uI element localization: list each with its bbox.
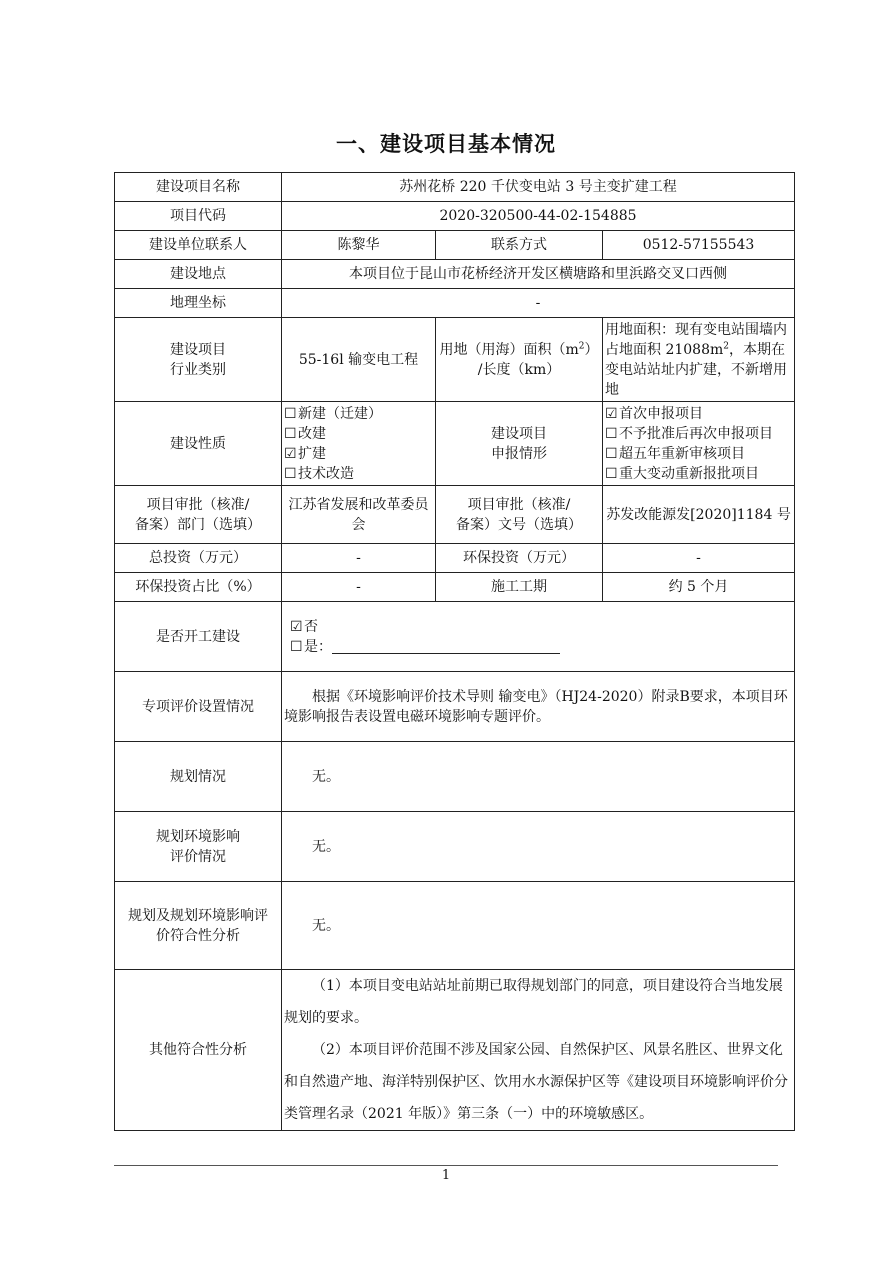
row-contact: [115, 231, 795, 260]
contact-phone: 0512-57155543: [603, 231, 795, 260]
checkbox-icon: ☐: [290, 638, 303, 655]
approval-doc-label-line2: 备案）文号（选填）: [456, 516, 582, 533]
approval-doc-label: [436, 486, 603, 544]
page-number: 1: [441, 1168, 451, 1183]
approval-dept-label: [115, 486, 282, 544]
started-yes-text: 是：: [304, 638, 332, 655]
period-label: 施工工期: [436, 573, 603, 602]
env-investment-label: 环保投资（万元）: [436, 544, 603, 573]
page-title: 一、建设项目基本情况: [336, 132, 556, 156]
approval-dept-value: 江苏省发展和改革委员会: [282, 486, 436, 544]
industry-value: 55-16l 输变电工程: [282, 318, 436, 402]
investment-label: 总投资（万元）: [115, 544, 282, 573]
blank-underline: [332, 638, 560, 654]
contact-method-label: 联系方式: [436, 231, 603, 260]
row-nature: [115, 402, 795, 486]
row-coordinates: [115, 289, 795, 318]
checkbox-icon: ☐: [605, 425, 618, 442]
contact-value: 陈黎华: [282, 231, 436, 260]
area-label-line2: /长度（km）: [477, 361, 561, 378]
area-label: [436, 318, 603, 402]
started-label: 是否开工建设: [115, 602, 282, 672]
planning-eia-label-line1: 规划环境影响: [156, 828, 240, 845]
row-planning: [115, 742, 795, 812]
report-option-text: 重大变动重新报批项目: [619, 465, 759, 482]
checkbox-checked-icon: ☑: [605, 405, 618, 422]
nature-option-text: 改建: [298, 425, 326, 442]
planning-conformity-label-line1: 规划及规划环境影响评: [128, 907, 268, 924]
row-approval: [115, 486, 795, 544]
row-industry: [115, 318, 795, 402]
area-label-sup: 2: [578, 340, 585, 351]
row-other-conformity: [115, 970, 795, 1131]
planning-eia-label: [115, 812, 282, 882]
project-info-table: [114, 172, 795, 1131]
report-label-line1: 建设项目: [491, 425, 547, 442]
nature-label: 建设性质: [115, 402, 282, 486]
industry-label-line2: 行业类别: [170, 361, 226, 378]
coordinates-label: 地理坐标: [115, 289, 282, 318]
ratio-label: 环保投资占比（%）: [115, 573, 282, 602]
other-conformity-paragraph: （1）本项目变电站站址前期已取得规划部门的同意，项目建设符合当地发展规划的要求。: [284, 978, 783, 1026]
planning-label: 规划情况: [115, 742, 282, 812]
nature-option: [284, 464, 433, 484]
area-label-end: ）: [584, 341, 599, 358]
row-planning-conformity: [115, 882, 795, 970]
area-value-part2: ，本期在变电站站址内扩建，不新增用地: [605, 341, 787, 398]
nature-option: [284, 424, 433, 444]
planning-conformity-value: 无。: [282, 882, 795, 970]
area-label-line1: 用地（用海）面积（m: [439, 341, 579, 358]
nature-option-text: 新建（迁建）: [298, 405, 382, 422]
report-options: [603, 402, 795, 486]
planning-eia-value: 无。: [282, 812, 795, 882]
report-label: [436, 402, 603, 486]
nature-option: [284, 404, 433, 424]
report-option-text: 超五年重新审核项目: [619, 445, 745, 462]
nature-option-text: 技术改造: [298, 465, 354, 482]
checkbox-icon: ☐: [284, 405, 297, 422]
row-ratio: [115, 573, 795, 602]
started-option-no: [290, 617, 792, 637]
row-special: [115, 672, 795, 742]
row-project-code: [115, 202, 795, 231]
other-conformity-value: [282, 970, 795, 1131]
approval-dept-label-line1: 项目审批（核准/: [146, 496, 250, 513]
period-value: 约 5 个月: [603, 573, 795, 602]
report-option: [605, 444, 792, 464]
planning-conformity-label: [115, 882, 282, 970]
industry-label: [115, 318, 282, 402]
report-option-text: 不予批准后再次申报项目: [619, 425, 773, 442]
approval-dept-label-line2: 备案）部门（选填）: [135, 516, 261, 533]
report-option: [605, 424, 792, 444]
footer-divider: [114, 1165, 778, 1166]
planning-eia-label-line2: 评价情况: [170, 848, 226, 865]
location-value: 本项目位于昆山市花桥经济开发区横塘路和里浜路交叉口西侧: [282, 260, 795, 289]
checkbox-checked-icon: ☑: [284, 445, 297, 462]
row-planning-eia: [115, 812, 795, 882]
nature-option-text: 扩建: [298, 445, 326, 462]
coordinates-value: -: [282, 289, 795, 318]
checkbox-checked-icon: ☑: [290, 618, 303, 635]
other-conformity-paragraph: （2）本项目评价范围不涉及国家公园、自然保护区、风景名胜区、世界文化和自然遗产地、海洋特别保护区、饮用水水源保护区等《建设项目环境影响评价分类管理名录（2021 年版）》第三条（一）中的环境敏感区。: [284, 1042, 788, 1122]
row-investment: [115, 544, 795, 573]
project-name-label: 建设项目名称: [115, 173, 282, 202]
project-name-value: 苏州花桥 220 千伏变电站 3 号主变扩建工程: [282, 173, 795, 202]
industry-label-line1: 建设项目: [170, 341, 226, 358]
approval-doc-label-line1: 项目审批（核准/: [467, 496, 571, 513]
started-no-text: 否: [304, 618, 318, 635]
area-value-part1: 用地面积：现有变电站围墙内占地面积 21088m: [605, 321, 787, 358]
ratio-value: -: [282, 573, 436, 602]
special-value: 根据《环境影响评价技术导则 输变电》（HJ24-2020）附录B要求，本项目环境影响报告表设置电磁环境影响专题评价。: [282, 672, 795, 742]
report-option-text: 首次申报项目: [619, 405, 703, 422]
investment-value: -: [282, 544, 436, 573]
checkbox-icon: ☐: [284, 465, 297, 482]
planning-value: 无。: [282, 742, 795, 812]
env-investment-value: -: [603, 544, 795, 573]
area-value-sup: 2: [723, 340, 729, 351]
project-code-label: 项目代码: [115, 202, 282, 231]
checkbox-icon: ☐: [605, 465, 618, 482]
special-label: 专项评价设置情况: [115, 672, 282, 742]
report-label-line2: 申报情形: [491, 445, 547, 462]
area-value: [603, 318, 795, 402]
row-location: [115, 260, 795, 289]
checkbox-icon: ☐: [605, 445, 618, 462]
report-option: [605, 404, 792, 424]
other-conformity-label: 其他符合性分析: [115, 970, 282, 1131]
checkbox-icon: ☐: [284, 425, 297, 442]
planning-conformity-label-line2: 价符合性分析: [156, 927, 240, 944]
project-code-value: 2020-320500-44-02-154885: [282, 202, 795, 231]
started-options: [282, 602, 795, 672]
location-label: 建设地点: [115, 260, 282, 289]
contact-label: 建设单位联系人: [115, 231, 282, 260]
row-project-name: [115, 173, 795, 202]
report-option: [605, 464, 792, 484]
nature-options: [282, 402, 436, 486]
row-started: [115, 602, 795, 672]
started-option-yes: [290, 637, 792, 657]
approval-doc-value: 苏发改能源发[2020]1184 号: [603, 486, 795, 544]
nature-option: [284, 444, 433, 464]
